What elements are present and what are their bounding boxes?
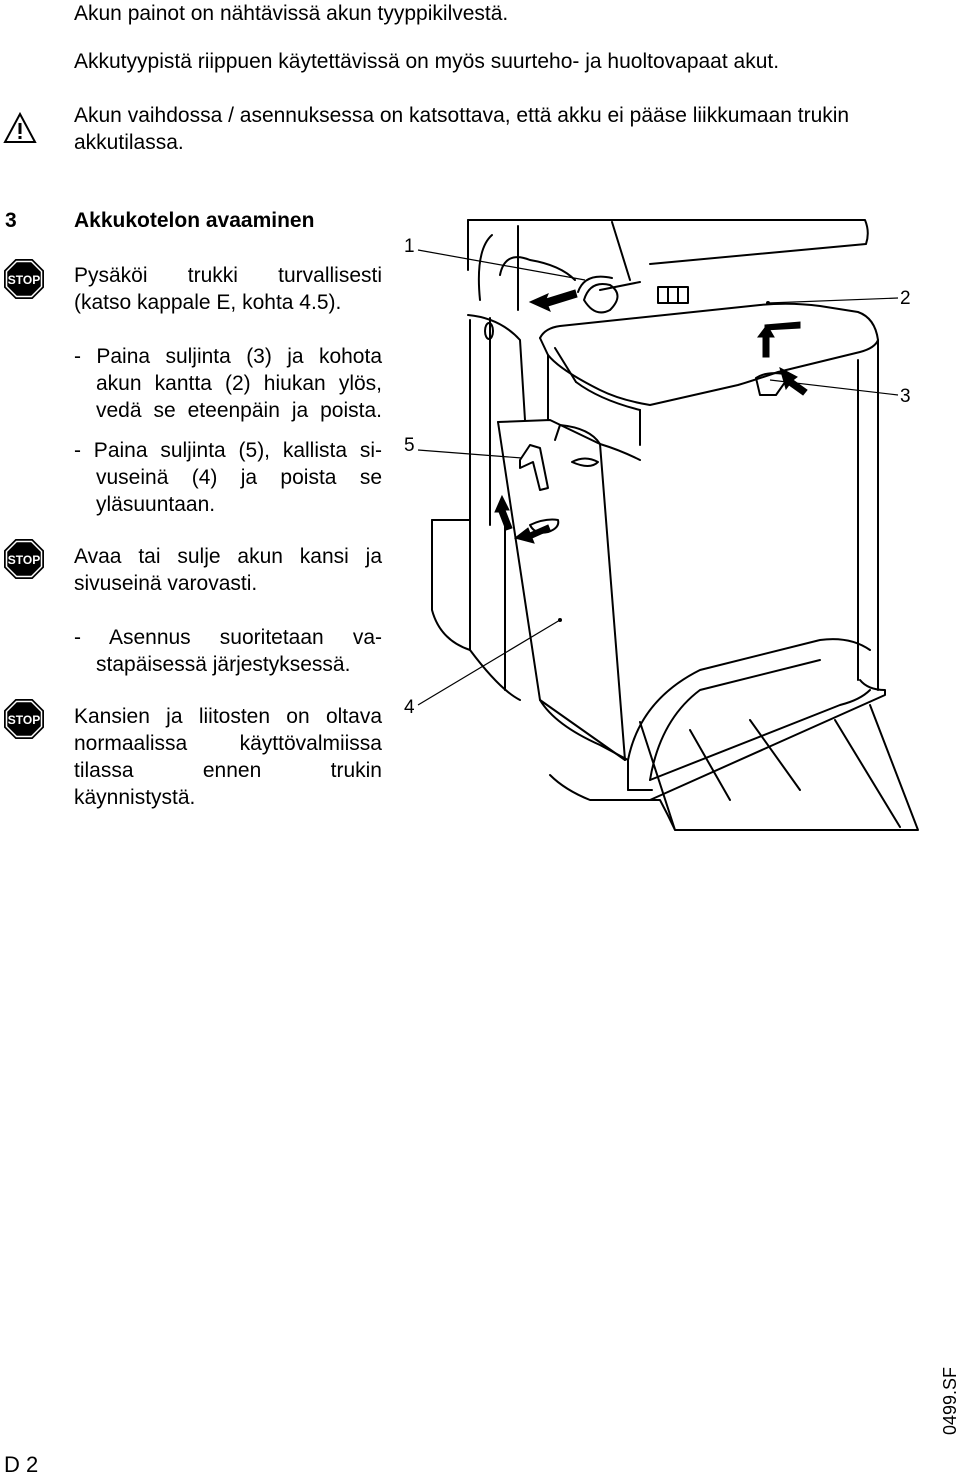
stop3-line-4: käynnistystä. <box>74 786 196 809</box>
figure-code: 0499.SF <box>940 1366 960 1435</box>
callout-3: 3 <box>900 386 911 407</box>
step3-line-2: stapäisessä järjestyksessä. <box>96 653 351 676</box>
step1-line-3: vedä se eteenpäin ja poista. <box>96 399 382 422</box>
stop-icon-label: STOP <box>7 553 41 567</box>
section-number: 3 <box>5 209 17 232</box>
stop2-line-1: Avaa tai sulje akun kansi ja <box>74 545 382 568</box>
step2-line-3: yläsuuntaan. <box>96 493 216 516</box>
stop3-line-3: tilassa ennen trukin <box>74 759 382 782</box>
intro-line-2: Akkutyypistä riippuen käytettävissä on myös suurteho- ja huoltovapaat akut. <box>74 50 780 73</box>
warning-line-2: akkutilassa. <box>74 131 184 154</box>
stop-icon-label: STOP <box>7 273 41 287</box>
warning-icon <box>3 112 37 144</box>
stop1-line-1: Pysäköi trukki turvallisesti <box>74 264 382 287</box>
step2-line-2: vuseinä (4) ja poista se <box>96 466 382 489</box>
stop-icon <box>3 538 45 580</box>
stop3-line-2: normaalissa käyttövalmiissa <box>74 732 382 755</box>
stop2-line-2: sivuseinä varovasti. <box>74 572 258 595</box>
stop3-line-1: Kansien ja liitosten on oltava <box>74 705 382 728</box>
battery-compartment-figure <box>395 215 940 850</box>
intro-line-1: Akun painot on nähtävissä akun tyyppikilvestä. <box>74 2 509 25</box>
stop1-line-2: (katso kappale E, kohta 4.5). <box>74 291 342 314</box>
stop-icon-label: STOP <box>7 713 41 727</box>
step3-line-1: - Asennus suoritetaan va- <box>74 626 382 649</box>
callout-4: 4 <box>404 697 415 718</box>
page-label: D 2 <box>4 1452 39 1477</box>
warning-line-1: Akun vaihdossa / asennuksessa on katsottava, että akku ei pääse liikkumaan trukin <box>74 104 850 127</box>
section-title: Akkukotelon avaaminen <box>74 209 315 232</box>
step2-line-1: - Paina suljinta (5), kallista si- <box>74 439 382 462</box>
stop-icon <box>3 698 45 740</box>
stop-icon <box>3 258 45 300</box>
callout-5: 5 <box>404 435 415 456</box>
callout-2: 2 <box>900 288 911 309</box>
step1-line-1: - Paina suljinta (3) ja kohota <box>74 345 382 368</box>
callout-1: 1 <box>404 236 415 257</box>
step1-line-2: akun kantta (2) hiukan ylös, <box>96 372 382 395</box>
